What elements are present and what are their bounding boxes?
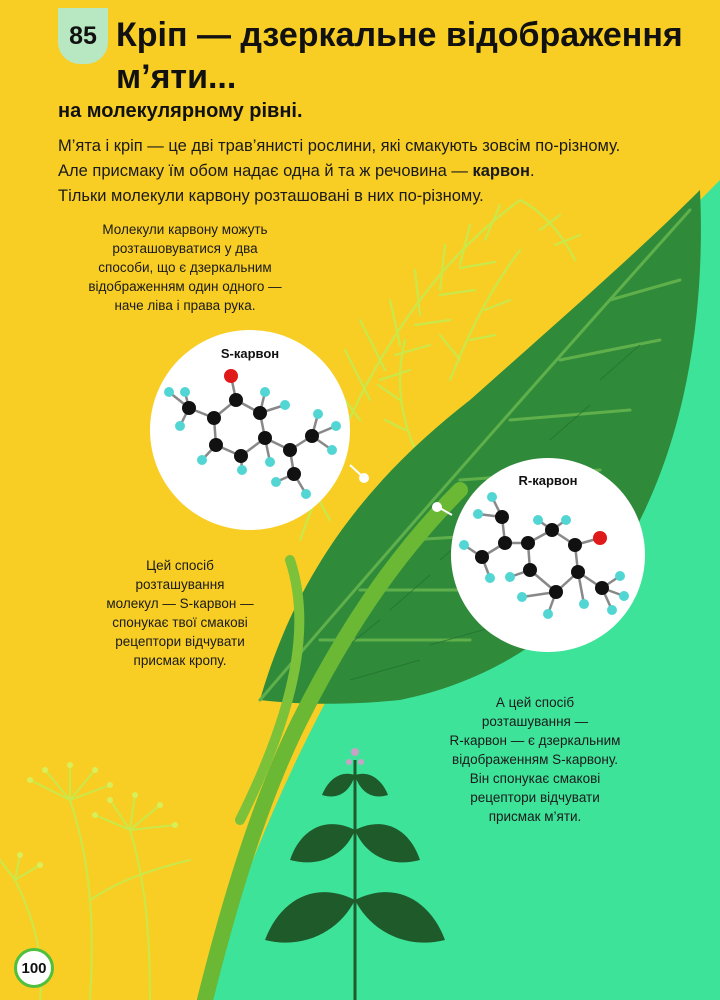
caption-line: розташування (135, 577, 225, 592)
caption-line: способи, що є дзеркальним (98, 260, 272, 275)
page-subtitle: на молекулярному рівні. (58, 100, 303, 122)
caption-mirror (60, 220, 310, 315)
caption-line: розташовуватися у два (112, 241, 258, 256)
page-title (116, 14, 706, 98)
umbel-flowers (17, 762, 178, 868)
intro-line-2-start: Але присмаку їм обом надає одна й та ж речовина — (58, 162, 473, 180)
caption-line: Молекули карвону можуть (102, 222, 268, 237)
intro-keyword: карвон (472, 162, 530, 180)
caption-line: присмак м’яти. (488, 809, 582, 824)
s-carvone-label: S-карвон (220, 346, 280, 361)
caption-line: Він спонукає смакові (469, 771, 601, 786)
fact-number-badge: 85 (58, 8, 108, 64)
intro-paragraph (58, 134, 708, 209)
caption-line: рецептори відчувати (115, 634, 245, 649)
intro-line-1: М’ята і кріп — це дві трав’янисті рослини, які смакують зовсім по-різному. (58, 137, 621, 155)
title-line-1: Кріп — дзеркальне відображення (116, 16, 683, 54)
caption-line: відображенням один одного — (88, 279, 282, 294)
caption-r-carvone (420, 693, 650, 826)
caption-s-carvone (70, 556, 290, 670)
intro-line-3: Тільки молекули карвону розташовані в них по-різному. (58, 187, 484, 205)
caption-line: рецептори відчувати (470, 790, 600, 805)
caption-line: Цей спосіб (146, 558, 214, 573)
caption-line: спонукає твої смакові (112, 615, 248, 630)
caption-line: відображенням S-карвону. (452, 752, 618, 767)
caption-line: розташування — (481, 714, 589, 729)
intro-line-2-end: . (529, 162, 535, 180)
title-line-2: м’яти... (116, 58, 237, 96)
page-number: 100 (14, 948, 54, 988)
r-carvone-label: R-карвон (518, 473, 578, 488)
caption-line: А цей спосіб (495, 695, 575, 710)
caption-line: R-карвон — є дзеркальним (449, 733, 621, 748)
caption-line: наче ліва і права рука. (114, 298, 256, 313)
caption-line: молекул — S-карвон — (106, 596, 254, 611)
caption-line: присмак кропу. (133, 653, 227, 668)
